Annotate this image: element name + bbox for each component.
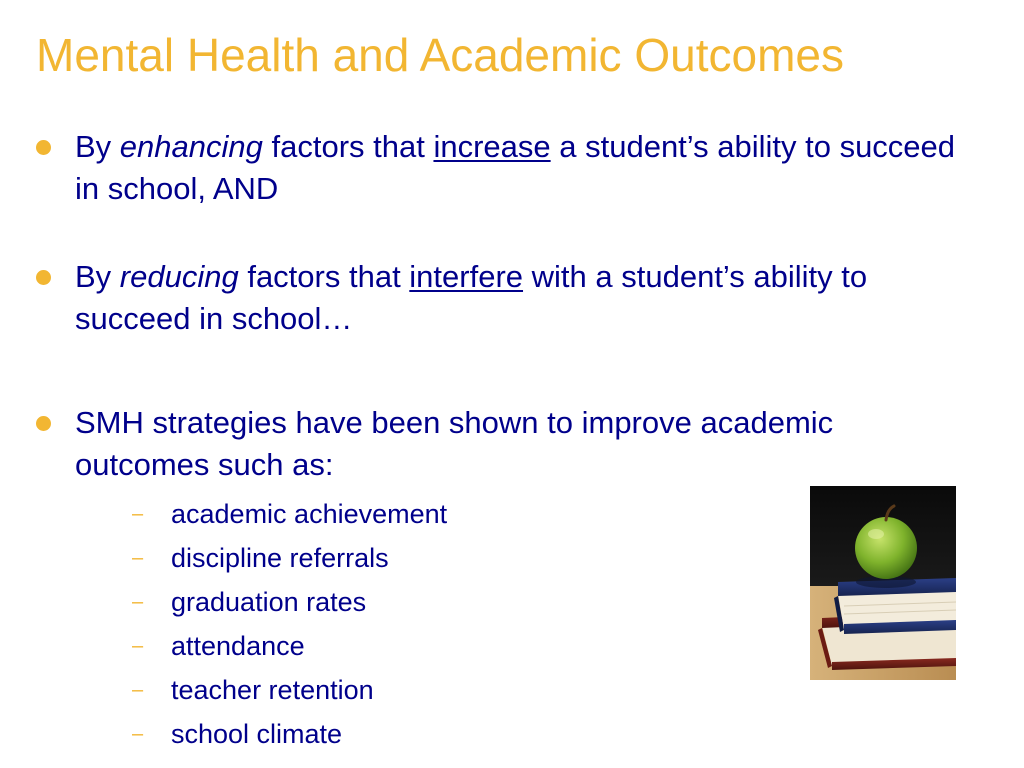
bullet-item-1 (36, 126, 956, 210)
sublist-item-label: attendance (171, 631, 305, 661)
bullet-item-2 (36, 256, 956, 340)
sublist-item (132, 492, 447, 536)
sublist-item (132, 624, 447, 668)
bullet-text-italic: reducing (119, 259, 239, 294)
sublist-item-label: academic achievement (171, 499, 448, 529)
bullet-item-3 (36, 402, 956, 486)
dash-marker-icon: – (132, 723, 144, 745)
dash-marker-icon: – (132, 591, 144, 613)
dash-marker-icon: – (132, 547, 144, 569)
bullet-text-part: factors that (262, 129, 434, 164)
bullet-text-part: SMH strategies have been shown to improve academic outcomes such as: (75, 405, 834, 482)
sublist-item (132, 668, 447, 712)
sublist-item (132, 712, 447, 756)
slide-title: Mental Health and Academic Outcomes (36, 29, 844, 81)
bullet-text (75, 402, 956, 486)
bullet-text-part: By (75, 129, 120, 164)
sublist-item (132, 536, 447, 580)
dash-marker-icon: – (132, 503, 144, 525)
sublist-item-label: teacher retention (171, 675, 374, 705)
bullet-text-part: a student’s ability to succeed in school, AND (75, 129, 956, 206)
bullet-text-part: with a student’s ability to succeed in school… (75, 259, 868, 336)
bullet-dot-icon (36, 416, 51, 431)
bullet-text-part: factors that (238, 259, 410, 294)
sublist-item-label: graduation rates (171, 587, 367, 617)
bullet-dot-icon (36, 270, 51, 285)
bullet-text-part: By (75, 259, 120, 294)
bullet-text (75, 256, 956, 340)
bullet-text (75, 126, 956, 210)
bullet-dot-icon (36, 140, 51, 155)
bullet-text-underline: interfere (409, 259, 524, 294)
sublist-item (132, 580, 447, 624)
sublist-item-label: school climate (171, 719, 343, 749)
apple-on-books-photo (810, 486, 956, 680)
dash-marker-icon: – (132, 679, 144, 701)
dash-marker-icon: – (132, 635, 144, 657)
bullet-text-underline: increase (433, 129, 551, 164)
outcomes-sublist (132, 492, 447, 756)
bullet-text-italic: enhancing (119, 129, 263, 164)
sublist-item-label: discipline referrals (171, 543, 389, 573)
apple-books-illustration (810, 486, 956, 680)
